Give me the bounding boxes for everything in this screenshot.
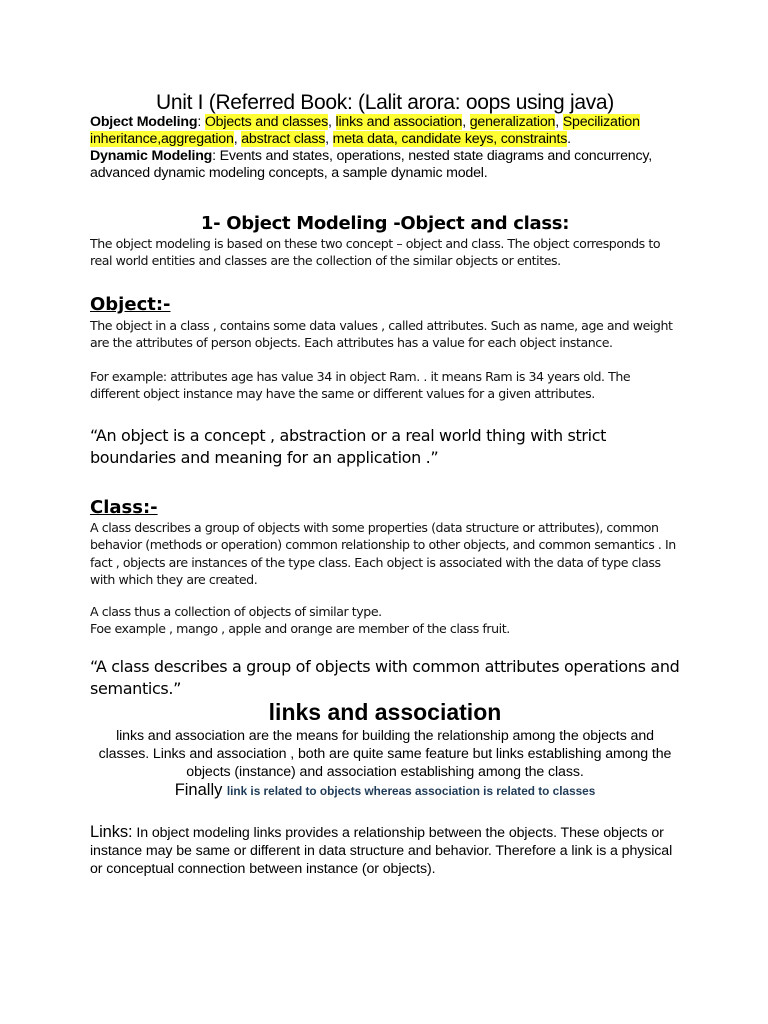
section-intro: The object modeling is based on these two concept – object and class. The object corresponds to real world entities and classes are the collection of the similar objects or entites. <box>90 236 661 269</box>
links-definition <box>90 823 680 878</box>
dynamic-modeling-text: : Events and states, operations, nested state diagrams and concurrency, advanced dynamic modeling concepts, a sample dynamic model. <box>90 148 652 181</box>
finally-statement: link is related to objects whereas association is related to classes <box>226 784 596 798</box>
object-heading: Object:- <box>90 294 171 315</box>
topic-abstract-class: abstract class <box>241 131 326 147</box>
topic-meta-data: meta data, candidate keys, constraints <box>332 131 568 147</box>
object-paragraph: The object in a class , contains some data values , called attributes. Such as name, age and weight are the attributes of person objects. Each attributes has a value for each object instance. <box>90 318 673 351</box>
object-modeling-label: Object Modeling <box>90 114 198 130</box>
object-modeling-syllabus: Object Modeling: Objects and classes, links and association, generalization, Specilization inheritance,aggregation, abstract class, meta data, candidate keys, constraints. <box>90 114 640 147</box>
topic-links-association: links and association <box>335 114 463 130</box>
section-heading: 1- Object Modeling -Object and class: <box>200 213 570 234</box>
class-paragraph: A class describes a group of objects with some properties (data structure or attributes), common behavior (methods or operation) common relationship to other objects, and common semantics . In fact , objects are instances of the type class. Each object is associated with the data of type class with which they are created. <box>90 520 676 587</box>
links-paragraph: links and association are the means for building the relationship among the objects and classes. Links and association , both are quite same feature but links establishing among the objects (instance) and association establishing among the class. <box>98 728 672 780</box>
unit-title: Unit I (Referred Book: (Lalit arora: oops using java) <box>156 91 614 114</box>
dynamic-modeling-syllabus <box>90 148 680 182</box>
links-definition-text: In object modeling links provides a relationship between the objects. These objects or instance may be same or different in data structure and behavior. Therefore a link is a physical or conceptual connection between instance (or objects). <box>90 825 673 877</box>
dynamic-modeling-label: Dynamic Modeling <box>90 148 213 164</box>
links-heading: links and association <box>268 699 502 725</box>
finally-word: Finally <box>174 781 223 799</box>
class-example <box>90 603 680 638</box>
topic-generalization: generalization <box>469 114 556 130</box>
topic-objects-classes: Objects and classes <box>204 114 329 130</box>
object-example: For example: attributes age has value 34 in object Ram. . it means Ram is 34 years old. The different object instance may have the same or different values for a given attributes. <box>90 369 631 402</box>
links-finally <box>90 780 680 801</box>
object-quote: “An object is a concept , abstraction or a real world thing with strict boundaries and meaning for an application .” <box>90 426 607 467</box>
class-heading: Class:- <box>90 497 158 518</box>
topic-specilization-aggregation: Specilization inheritance,aggregation <box>90 114 640 147</box>
class-example-line-2: Foe example , mango , apple and orange are member of the class fruit. <box>90 621 510 637</box>
class-example-line-1: A class thus a collection of objects of similar type. <box>90 604 382 619</box>
links-label: Links: <box>90 823 133 841</box>
class-quote: “A class describes a group of objects with common attributes operations and semantics.” <box>90 657 680 698</box>
